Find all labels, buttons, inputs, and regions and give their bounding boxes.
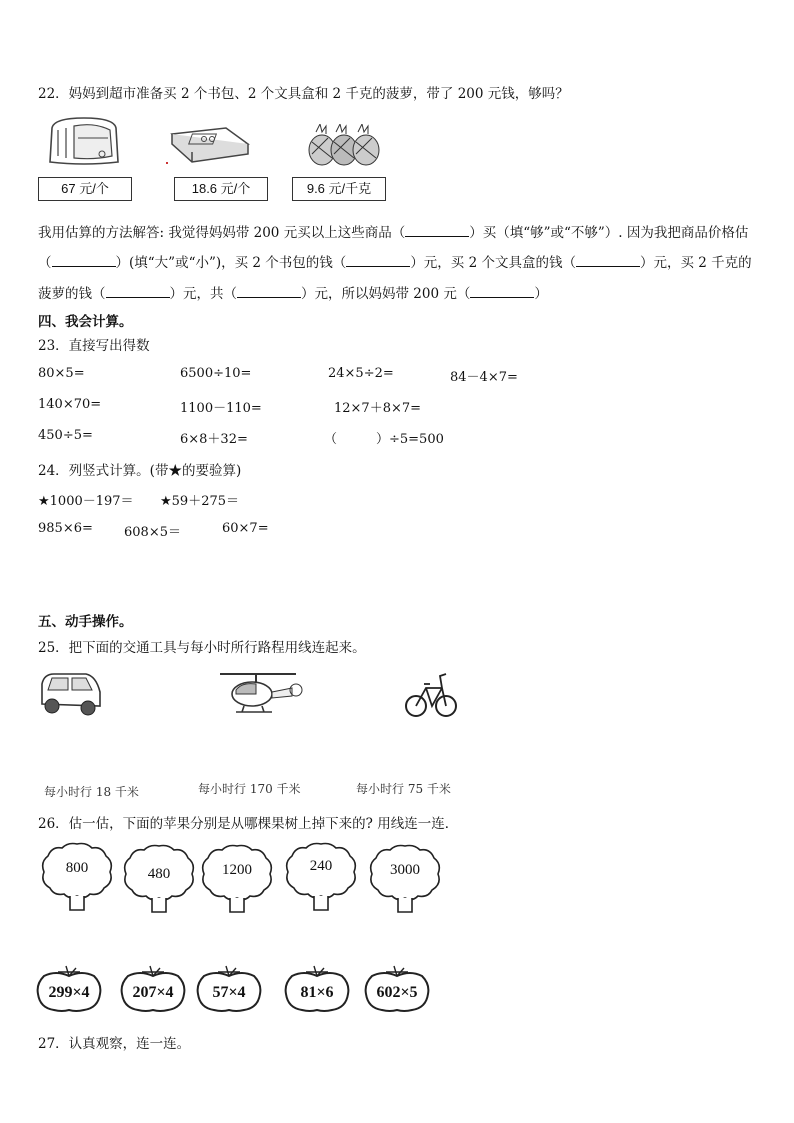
- answer-blank[interactable]: [346, 254, 410, 267]
- calc-item: 80×5=: [38, 366, 85, 381]
- pencil-case-icon: [166, 124, 252, 168]
- apple[interactable]: [196, 964, 262, 1014]
- q22-text: ）元，买 2 千克的: [639, 255, 752, 271]
- tree-label: 480: [147, 866, 171, 882]
- answer-blank[interactable]: [405, 224, 469, 237]
- apple-label: 207×4: [132, 984, 174, 1001]
- calc-item: 985×6=: [38, 521, 93, 536]
- pineapple-icon: [306, 124, 382, 168]
- apple[interactable]: [120, 964, 186, 1014]
- calc-item: 6×8＋32=: [180, 432, 248, 447]
- distance-label: 每小时行 18 千米: [44, 785, 139, 799]
- q25-title: 25．把下面的交通工具与每小时所行路程用线连起来。: [38, 640, 366, 656]
- tree-icon: [368, 842, 442, 916]
- tree[interactable]: [368, 842, 442, 916]
- tree[interactable]: [284, 840, 358, 914]
- calc-item: 24×5÷2=: [328, 366, 394, 381]
- price-pencil-case: 18.6 元/个: [174, 177, 268, 201]
- distance-label: 每小时行 170 千米: [198, 782, 301, 796]
- q22-text: ）: [534, 286, 548, 302]
- apple-label: 299×4: [48, 984, 90, 1001]
- q27-title: 27．认真观察，连一连。: [38, 1036, 191, 1052]
- calc-item: 450÷5=: [38, 428, 93, 443]
- calc-item: 12×7＋8×7=: [334, 401, 422, 416]
- tree-label: 800: [65, 860, 89, 876]
- answer-blank[interactable]: [237, 285, 301, 298]
- q22-text: （: [38, 255, 52, 271]
- q22-text: ）(填“大”或“小”)，买 2 个书包的钱（: [115, 255, 347, 271]
- tree[interactable]: [122, 842, 196, 916]
- tree[interactable]: [40, 840, 114, 914]
- apple-label: 81×6: [300, 984, 334, 1001]
- apple[interactable]: [36, 964, 102, 1014]
- q22-line2: [38, 251, 752, 271]
- tree-label: 3000: [390, 862, 420, 878]
- calc-item: 84－4×7=: [450, 370, 518, 385]
- price-pineapple: 9.6 元/千克: [292, 177, 386, 201]
- helicopter-icon: [216, 668, 306, 722]
- calc-item: 6500÷10=: [180, 366, 252, 381]
- red-dot: [166, 162, 168, 164]
- bicycle-icon: [404, 662, 458, 724]
- car-icon: [38, 668, 104, 718]
- answer-blank[interactable]: [52, 254, 116, 267]
- calc-item: 60×7=: [222, 521, 269, 536]
- schoolbag-icon: [44, 116, 124, 168]
- apple[interactable]: [284, 964, 350, 1014]
- apple[interactable]: [364, 964, 430, 1014]
- calc-item: 1100－110=: [180, 401, 262, 416]
- apple-label: 57×4: [212, 984, 246, 1001]
- answer-blank[interactable]: [106, 285, 170, 298]
- q22-text: ）买（填“够”或“不够”）. 因为我把商品价格估: [469, 225, 749, 241]
- tree-icon: [284, 840, 358, 914]
- price-schoolbag: 67 元/个: [38, 177, 132, 201]
- apple-label: 602×5: [376, 984, 418, 1001]
- tree-label: 240: [309, 858, 333, 874]
- q22-text: ）元，共（: [169, 286, 237, 302]
- section-5-heading: 五、动手操作。: [38, 614, 133, 630]
- answer-blank[interactable]: [576, 254, 640, 267]
- calc-item: ★59＋275＝: [160, 494, 240, 509]
- tree-icon: [40, 840, 114, 914]
- q22-text: 菠萝的钱（: [38, 286, 106, 302]
- calc-item: ★1000－197＝: [38, 494, 134, 509]
- q22-line1: [38, 221, 748, 241]
- q24-title: 24．列竖式计算。(带★的要验算): [38, 463, 242, 479]
- calc-item: 140×70=: [38, 397, 102, 412]
- answer-blank[interactable]: [470, 285, 534, 298]
- calc-item: 608×5＝: [124, 525, 181, 540]
- distance-label: 每小时行 75 千米: [356, 782, 451, 796]
- tree-label: 1200: [222, 862, 252, 878]
- q23-title: 23．直接写出得数: [38, 338, 150, 354]
- section-4-heading: 四、我会计算。: [38, 314, 133, 330]
- q22-title: 22．妈妈到超市准备买 2 个书包、2 个文具盒和 2 千克的菠萝，带了 200 元钱，够吗？: [38, 86, 569, 102]
- tree[interactable]: [200, 842, 274, 916]
- calc-item: （ ）÷5=500: [324, 432, 444, 447]
- q22-line3: [38, 282, 548, 302]
- q22-text: ）元，买 2 个文具盒的钱（: [410, 255, 576, 271]
- q22-text: 我用估算的方法解答: 我觉得妈妈带 200 元买以上这些商品（: [38, 225, 406, 241]
- q26-title: 26．估一估，下面的苹果分别是从哪棵果树上掉下来的? 用线连一连．: [38, 816, 459, 832]
- q22-text: ）元，所以妈妈带 200 元（: [301, 286, 471, 302]
- tree-icon: [200, 842, 274, 916]
